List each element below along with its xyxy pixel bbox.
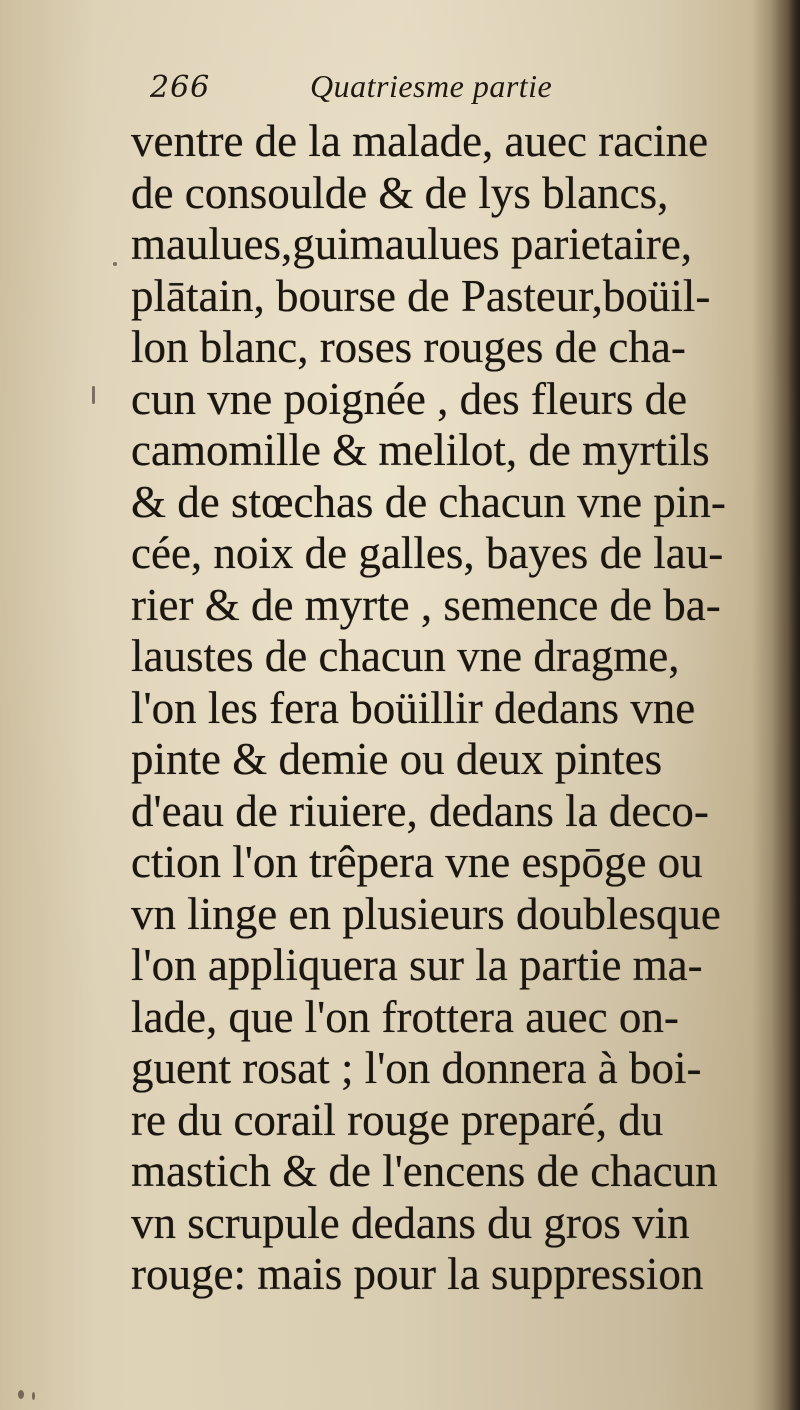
text-line: cun vne poignée , des fleurs de bbox=[131, 373, 688, 424]
text-line: pinte & demie ou deux pintes bbox=[131, 734, 663, 784]
running-head: Quatriesme partie bbox=[310, 68, 553, 104]
text-line: re du corail rouge preparé, du bbox=[131, 1094, 664, 1145]
text-line: vn linge en plusieurs doublesque bbox=[131, 888, 721, 939]
text-line: camomille & melilot, de myrtils bbox=[131, 425, 710, 475]
page-fold-shadow bbox=[772, 0, 800, 1410]
text-line: cée, noix de galles, bayes de lau- bbox=[131, 528, 724, 578]
text-line: rouge: mais pour la suppression bbox=[131, 1249, 704, 1299]
paper-speck bbox=[18, 1390, 24, 1399]
paper-speck bbox=[92, 386, 95, 404]
text-line: & de stœchas de chacun vne pin- bbox=[131, 476, 726, 527]
text-line: de consoulde & de lys blancs, bbox=[131, 167, 669, 218]
page-number: 266 bbox=[150, 70, 211, 105]
text-line: rier & de myrte , semence de ba- bbox=[131, 579, 721, 630]
text-line: guent rosat ; l'on donnera à boi- bbox=[131, 1043, 702, 1093]
paper-speck bbox=[32, 1392, 35, 1400]
text-line: mastich & de l'encens de chacun bbox=[131, 1146, 718, 1196]
body-text bbox=[131, 116, 747, 1301]
text-line: laustes de chacun vne dragme, bbox=[131, 631, 680, 681]
text-line: ventre de la malade, auec racine bbox=[131, 116, 709, 166]
text-line: maulues,guimaulues parietaire, bbox=[131, 219, 693, 269]
text-line: vn scrupule dedans du gros vin bbox=[131, 1197, 690, 1248]
text-line: d'eau de riuiere, dedans la deco- bbox=[131, 785, 709, 836]
text-line: l'on appliquera sur la partie ma- bbox=[131, 940, 703, 990]
page-header bbox=[150, 64, 670, 116]
text-line: lade, que l'on frottera auec on- bbox=[131, 991, 679, 1042]
text-line: plātain, bourse de Pasteur,boüil- bbox=[131, 270, 711, 321]
text-line: lon blanc, roses rouges de cha- bbox=[131, 322, 686, 372]
text-line: l'on les fera boüillir dedans vne bbox=[131, 682, 696, 733]
text-line: ction l'on trêpera vne espōge ou bbox=[131, 837, 703, 887]
paper-speck bbox=[113, 262, 117, 266]
